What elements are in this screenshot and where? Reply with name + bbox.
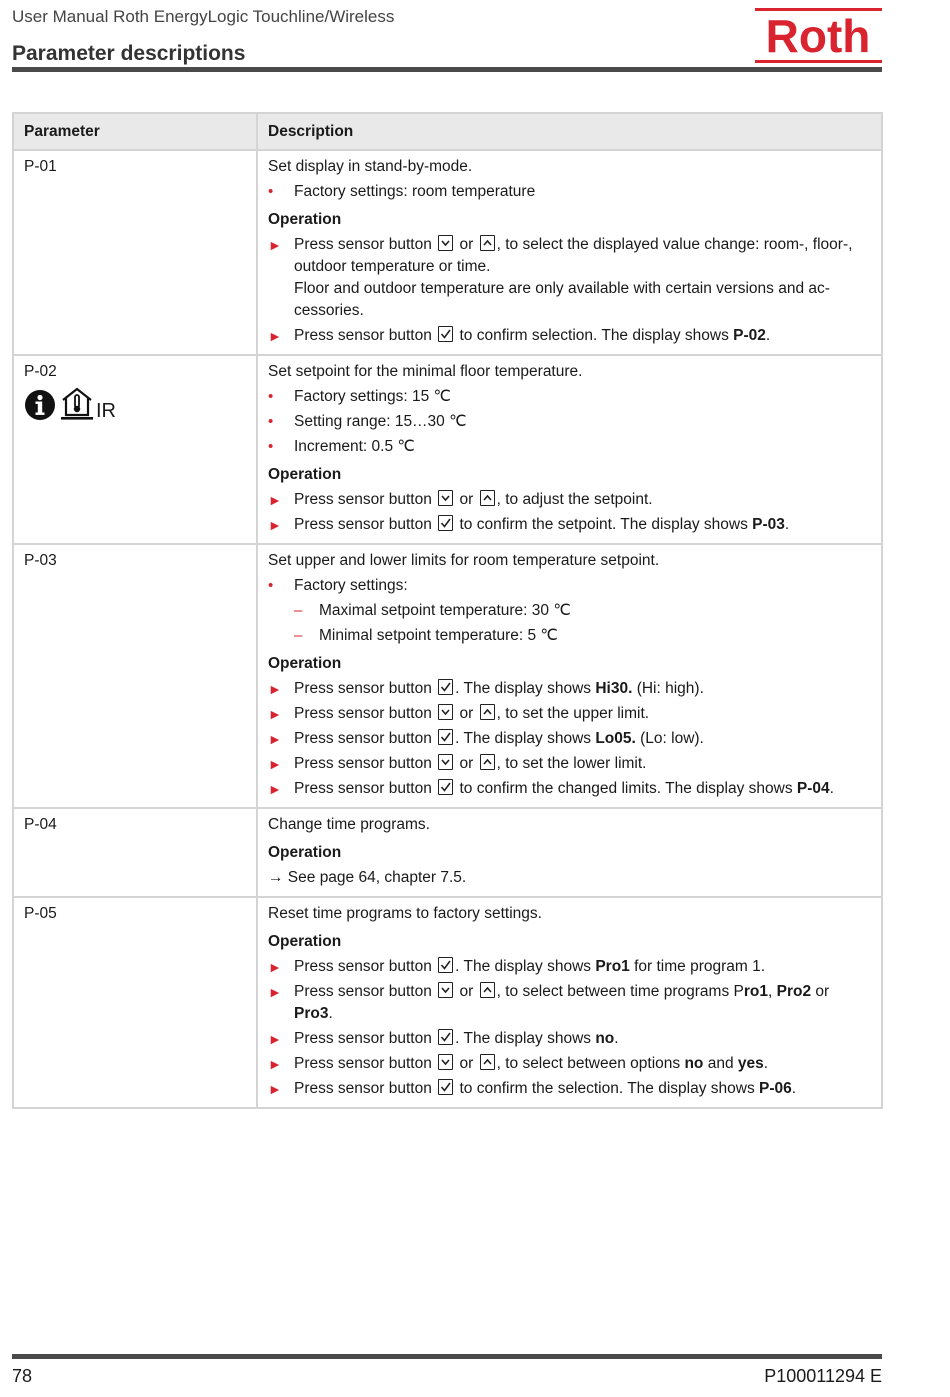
step-arrow-icon: ► (268, 1056, 282, 1072)
page-number: 78 (12, 1366, 33, 1386)
operation-step: ► Press sensor button to confirm selection. The display shows P-02. (268, 325, 871, 347)
step-arrow-icon: ► (268, 1081, 282, 1097)
button-confirm-icon (438, 779, 453, 795)
description-intro: Set setpoint for the minimal floor temperature. (268, 363, 583, 380)
manual-subtitle: User Manual Roth EnergyLogic Touchline/Wireless (12, 7, 395, 26)
description-intro: Set display in stand-by-mode. (268, 158, 473, 175)
operation-step: ► Press sensor button or , to select between options no and yes. (268, 1053, 871, 1075)
parameter-cell: P-05 (13, 897, 257, 1108)
table-row (13, 150, 882, 355)
bullet-icon: • (268, 438, 274, 455)
header-rule (12, 67, 882, 72)
bullet-icon: • (268, 388, 274, 405)
svg-text:Roth: Roth (765, 10, 871, 62)
operation-heading: Operation (268, 844, 342, 861)
step-arrow-icon: ► (268, 706, 282, 722)
button-confirm-icon (438, 957, 453, 973)
description-intro: Change time programs. (268, 816, 430, 833)
bullet-item: • Factory settings: (268, 575, 871, 597)
button-down-icon (438, 490, 453, 506)
button-down-icon (438, 982, 453, 998)
info-icon (24, 389, 56, 421)
button-down-icon (438, 235, 453, 251)
bullet-icon: • (268, 183, 274, 200)
operation-step: ► Press sensor button or , to set the upper limit. (268, 703, 871, 725)
operation-heading: Operation (268, 655, 342, 672)
step-arrow-icon: ► (268, 1031, 282, 1047)
page-title: Parameter descriptions (12, 42, 246, 65)
operation-step: ► Press sensor button or , to adjust the setpoint. (268, 489, 871, 511)
table-header-row (13, 113, 882, 150)
dash-icon: – (294, 602, 303, 619)
step-arrow-icon: ► (268, 984, 282, 1000)
operation-step: ► Press sensor button or , to select between time programs Pro1, Pro2 or Pro3. (268, 983, 830, 1022)
bullet-item: • Increment: 0.5 ℃ (268, 436, 871, 458)
parameter-icons (24, 387, 246, 421)
operation-heading: Operation (268, 933, 342, 950)
operation-step: ► Press sensor button or , to set the lower limit. (268, 753, 871, 775)
parameter-table (12, 112, 883, 1109)
sub-bullet-item: – Maximal setpoint temperature: 30 ℃ (268, 600, 871, 622)
button-up-icon (480, 982, 495, 998)
footer-rule (12, 1354, 882, 1359)
button-confirm-icon (438, 1029, 453, 1045)
button-up-icon (480, 490, 495, 506)
button-down-icon (438, 754, 453, 770)
document-id: P100011294 E (764, 1366, 882, 1386)
button-confirm-icon (438, 729, 453, 745)
button-down-icon (438, 1054, 453, 1070)
button-confirm-icon (438, 515, 453, 531)
button-confirm-icon (438, 679, 453, 695)
description-cell (257, 544, 882, 808)
description-cell (257, 897, 882, 1108)
roth-logo (755, 8, 882, 64)
column-header-description: Description (257, 113, 882, 150)
step-arrow-icon: ► (268, 517, 282, 533)
parameter-code: P-02 (24, 363, 57, 380)
description-intro: Reset time programs to factory settings. (268, 905, 542, 922)
operation-step: ► Press sensor button . The display shows Lo05. (Lo: low). (268, 728, 871, 750)
operation-step: ► Press sensor button to confirm the setpoint. The display shows P-03. (268, 514, 871, 536)
step-arrow-icon: ► (268, 756, 282, 772)
parameter-cell: P-03 (13, 544, 257, 808)
operation-step: ► Press sensor button . The display shows Hi30. (Hi: high). (268, 678, 871, 700)
description-cell (257, 150, 882, 355)
button-confirm-icon (438, 326, 453, 342)
bullet-icon: • (268, 577, 274, 594)
operation-step: ► Press sensor button to confirm the changed limits. The display shows P-04. (268, 778, 871, 800)
step-arrow-icon: ► (268, 237, 282, 253)
operation-step: ► Press sensor button to confirm the selection. The display shows P-06. (268, 1078, 871, 1100)
step-arrow-icon: ► (268, 492, 282, 508)
button-up-icon (480, 754, 495, 770)
parameter-cell (13, 355, 257, 544)
step-arrow-icon: ► (268, 731, 282, 747)
operation-heading: Operation (268, 466, 342, 483)
operation-step: ► Press sensor button or , to select the displayed value change: room-, floor-, outdoor temperature or time. Floor and outdoor temperature are only available with certain versions and ac-cessories. (268, 236, 853, 319)
bullet-icon: • (268, 413, 274, 430)
bullet-item: • Setting range: 15…30 ℃ (268, 411, 871, 433)
bullet-item: • Factory settings: 15 ℃ (268, 386, 871, 408)
operation-step: ► Press sensor button . The display shows Pro1 for time program 1. (268, 956, 871, 978)
description-cell (257, 355, 882, 544)
step-arrow-icon: ► (268, 959, 282, 975)
step-arrow-icon: ► (268, 328, 282, 344)
table-row (13, 808, 882, 897)
bullet-item: • Factory settings: room temperature (268, 181, 871, 203)
button-up-icon (480, 1054, 495, 1070)
operation-step: ► Press sensor button . The display shows no. (268, 1028, 871, 1050)
step-arrow-icon: ► (268, 781, 282, 797)
step-arrow-icon: ► (268, 681, 282, 697)
floor-sensor-icon (60, 387, 94, 421)
button-up-icon (480, 704, 495, 720)
description-intro: Set upper and lower limits for room temperature setpoint. (268, 552, 660, 569)
table-row (13, 355, 882, 544)
page-reference-link[interactable]: → See page 64, chapter 7.5. (268, 869, 467, 886)
sub-bullet-item: – Minimal setpoint temperature: 5 ℃ (268, 625, 871, 647)
operation-heading: Operation (268, 211, 342, 228)
button-up-icon (480, 235, 495, 251)
dash-icon: – (294, 627, 303, 644)
parameter-cell: P-01 (13, 150, 257, 355)
table-row (13, 897, 882, 1108)
table-row (13, 544, 882, 808)
description-cell (257, 808, 882, 897)
button-confirm-icon (438, 1079, 453, 1095)
button-down-icon (438, 704, 453, 720)
column-header-parameter: Parameter (13, 113, 257, 150)
parameter-cell: P-04 (13, 808, 257, 897)
ir-label: IR (96, 400, 116, 422)
